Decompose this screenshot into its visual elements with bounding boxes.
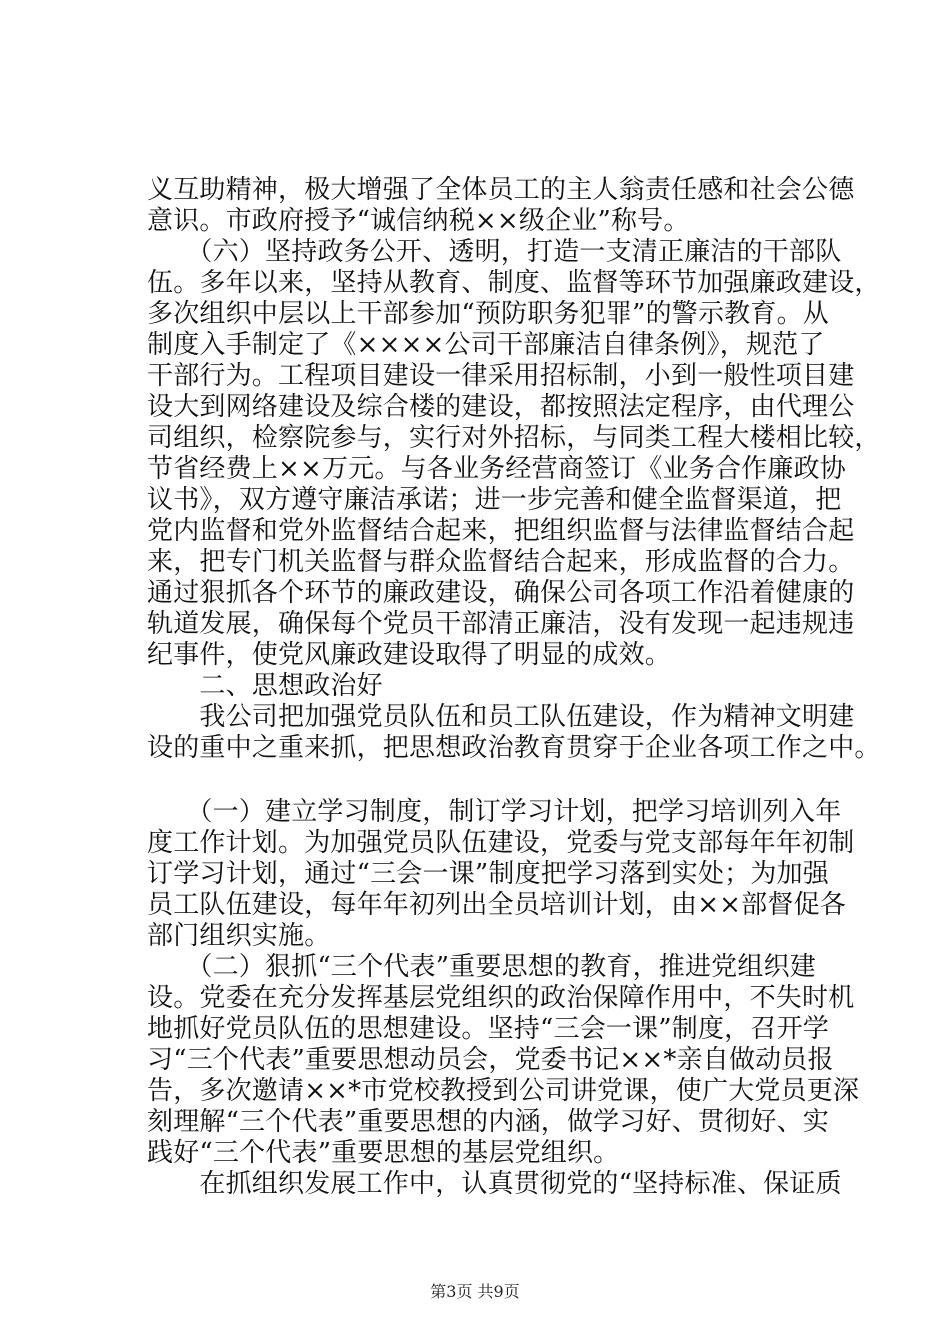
body-text-line: 刻理解“三个代表”重要思想的内涵，做学习好、贯彻好、实 <box>147 1107 829 1137</box>
body-text-line: 设。党委在充分发挥基层党组织的政治保障作用中，不失时机 <box>147 983 855 1013</box>
body-text-line: 习“三个代表”重要思想动员会，党委书记××*亲自做动员报 <box>147 1045 834 1075</box>
body-text-line: 部门组织实施。 <box>147 921 331 951</box>
body-text-line: 议书》，双方遵守廉洁承诺；进一步完善和健全监督渠道，把 <box>147 485 842 515</box>
body-text-line: 设的重中之重来抓，把思想政治教育贯穿于企业各项工作之中。 <box>147 733 881 763</box>
body-text-line: 我公司把加强党员队伍和员工队伍建设，作为精神文明建 <box>147 702 855 732</box>
body-text-line: 司组织，检察院参与，实行对外招标，与同类工程大楼相比较， <box>147 423 881 453</box>
body-text-line: 订学习计划，通过“三会一课”制度把学习落到实处；为加强 <box>147 859 829 889</box>
body-text-line: 通过狠抓各个环节的廉政建设，确保公司各项工作沿着健康的 <box>147 578 855 608</box>
body-text-line: 党内监督和党外监督结合起来，把组织监督与法律监督结合起 <box>147 516 855 546</box>
body-text-line: 设大到网络建设及综合楼的建设，都按照法定程序，由代理公 <box>147 392 855 422</box>
page-number-footer: 第3页 共9页 <box>430 1282 520 1301</box>
section-heading: 二、思想政治好 <box>147 671 383 701</box>
body-text-line: 来，把专门机关监督与群众监督结合起来，形成监督的合力。 <box>147 547 855 577</box>
body-text-line: （二）狠抓“三个代表”重要思想的教育，推进党组织建 <box>147 952 816 982</box>
body-text-line: 在抓组织发展工作中，认真贯彻党的“坚持标准、保证质 <box>147 1169 842 1199</box>
body-text-line: 干部行为。工程项目建设一律采用招标制，小到一般性项目建 <box>147 361 855 391</box>
body-text-line: 告，多次邀请××*市党校教授到公司讲党课，使广大党员更深 <box>147 1076 860 1106</box>
body-text-line: 意识。市政府授予“诚信纳税××级企业”称号。 <box>147 206 690 236</box>
body-text-line: （六）坚持政务公开、透明，打造一支清正廉洁的干部队 <box>147 237 842 267</box>
body-text-line: 践好“三个代表”重要思想的基层党组织。 <box>147 1138 620 1168</box>
body-text-line: 轨道发展，确保每个党员干部清正廉洁，没有发现一起违规违 <box>147 609 855 639</box>
body-text-line: 员工队伍建设，每年年初列出全员培训计划，由××部督促各 <box>147 890 846 920</box>
body-text-line: （一）建立学习制度，制订学习计划，把学习培训列入年 <box>147 797 842 827</box>
body-text-line: 地抓好党员队伍的思想建设。坚持“三会一课”制度，召开学 <box>147 1014 829 1044</box>
body-text-line: 制度入手制定了《××××公司干部廉洁自律条例》，规范了 <box>147 330 825 360</box>
body-text-line: 义互助精神，极大增强了全体员工的主人翁责任感和社会公德 <box>147 175 855 205</box>
body-text-line: 纪事件，使党风廉政建设取得了明显的成效。 <box>147 640 672 670</box>
body-text-line: 节省经费上××万元。与各业务经营商签订《业务合作廉政协 <box>147 454 846 484</box>
body-text-line: 多次组织中层以上干部参加“预防职务犯罪”的警示教育。从 <box>147 299 829 329</box>
body-text-line: 伍。多年以来，坚持从教育、制度、监督等环节加强廉政建设， <box>147 268 881 298</box>
body-text-line: 度工作计划。为加强党员队伍建设，党委与党支部每年年初制 <box>147 828 855 858</box>
